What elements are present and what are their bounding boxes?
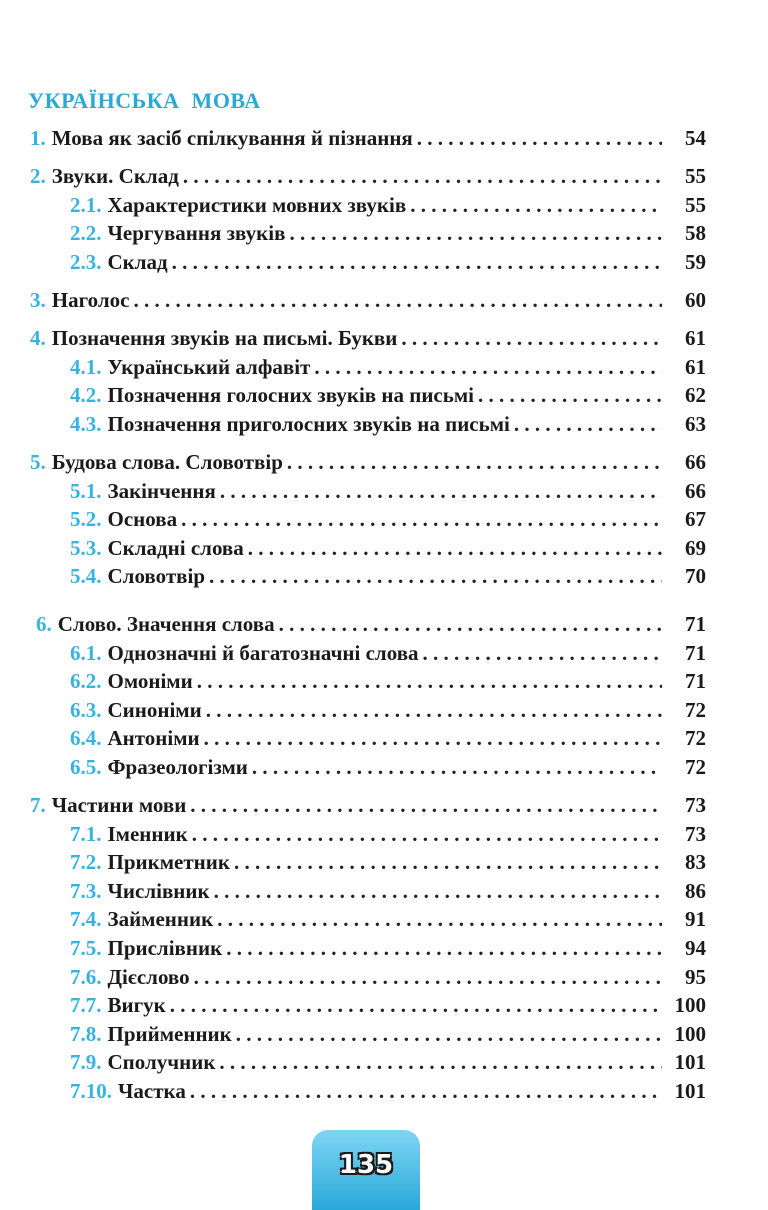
- entry-title: Антоніми: [107, 726, 200, 751]
- entry-page: 73: [685, 792, 706, 817]
- toc-subentry[interactable]: [0, 534, 706, 563]
- entry-title: Прикметник: [107, 850, 230, 875]
- entry-title: Іменник: [107, 821, 188, 846]
- entry-number: 7.5.: [70, 935, 102, 960]
- leader-dots: [423, 639, 662, 668]
- toc-subentry[interactable]: [0, 191, 706, 220]
- entry-page: 101: [674, 1078, 706, 1103]
- entry-page: 67: [685, 507, 706, 532]
- toc-subentry[interactable]: [0, 991, 706, 1020]
- entry-title: Вигук: [107, 993, 166, 1018]
- entry-number: 3.: [30, 287, 46, 312]
- leader-dots: [183, 162, 662, 191]
- entry-number: 1.: [30, 126, 46, 150]
- toc-subentry[interactable]: [0, 667, 706, 696]
- entry-title: Омоніми: [107, 669, 193, 694]
- entry-title: Прийменник: [107, 1021, 232, 1046]
- entry-page: 58: [685, 221, 706, 246]
- entry-page: 100: [674, 1021, 706, 1046]
- leader-dots: [220, 477, 662, 506]
- toc-subentry[interactable]: [0, 248, 706, 277]
- leader-dots: [410, 191, 662, 220]
- toc-subentry[interactable]: [0, 477, 706, 506]
- leader-dots: [197, 667, 662, 696]
- entry-page: 94: [685, 935, 706, 960]
- entry-title: Позначення приголосних звуків на письмі: [107, 411, 510, 436]
- entry-page: 71: [685, 611, 706, 636]
- toc-subentry[interactable]: [0, 1048, 706, 1077]
- leader-dots: [214, 877, 662, 906]
- entry-number: 6.5.: [70, 754, 102, 779]
- entry-page: 86: [685, 878, 706, 903]
- entry-title: Наголос: [51, 287, 130, 312]
- leader-dots: [217, 905, 662, 934]
- entry-page: 62: [685, 383, 706, 408]
- entry-number: 7.3.: [70, 878, 102, 903]
- entry-number: 7.4.: [70, 907, 102, 932]
- leader-dots: [206, 696, 662, 725]
- section-title: УКРАЇНСЬКА МОВА: [28, 88, 261, 113]
- entry-page: 72: [685, 726, 706, 751]
- entry-page: 69: [685, 535, 706, 560]
- toc-subentry[interactable]: [0, 639, 706, 668]
- leader-dots: [252, 753, 662, 782]
- entry-number: 5.4.: [70, 564, 102, 589]
- toc-subentry[interactable]: [0, 1020, 706, 1049]
- entry-title: Фразеологізми: [107, 754, 248, 779]
- leader-dots: [192, 820, 662, 849]
- leader-dots: [204, 724, 662, 753]
- entry-title: Однозначні й багатозначні слова: [107, 640, 419, 665]
- toc-entry[interactable]: [0, 791, 706, 820]
- entry-number: 5.2.: [70, 507, 102, 532]
- leader-dots: [514, 410, 662, 439]
- entry-page: 71: [685, 669, 706, 694]
- entry-number: 6.1.: [70, 640, 102, 665]
- entry-number: 4.: [30, 326, 46, 351]
- entry-title: Складні слова: [107, 535, 244, 560]
- leader-dots: [417, 124, 662, 153]
- entry-title: Звуки. Склад: [51, 164, 179, 189]
- entry-page: 61: [685, 326, 706, 351]
- entry-page: 83: [685, 850, 706, 875]
- entry-page: 72: [685, 754, 706, 779]
- toc-subentry[interactable]: [0, 877, 706, 906]
- entry-number: 7.8.: [70, 1021, 102, 1046]
- leader-dots: [194, 963, 662, 992]
- entry-title: Мова як засіб спілкування й пізнання: [51, 126, 413, 150]
- entry-page: 72: [685, 697, 706, 722]
- leader-dots: [133, 286, 662, 315]
- entry-number: 4.2.: [70, 383, 102, 408]
- entry-number: 7.: [30, 792, 46, 817]
- leader-dots: [226, 934, 662, 963]
- entry-page: 100: [674, 993, 706, 1018]
- toc-subentry[interactable]: [0, 848, 706, 877]
- entry-title: Числівник: [107, 878, 210, 903]
- page-number-tab: [312, 1130, 420, 1210]
- entry-number: 2.: [30, 164, 46, 189]
- toc-subentry[interactable]: [0, 381, 706, 410]
- entry-number: 6.4.: [70, 726, 102, 751]
- entry-title: Синоніми: [107, 697, 202, 722]
- leader-dots: [209, 562, 662, 591]
- toc-entry[interactable]: [0, 124, 706, 153]
- entry-page: 61: [685, 354, 706, 379]
- entry-number: 7.6.: [70, 964, 102, 989]
- entry-number: 2.3.: [70, 249, 102, 274]
- leader-dots: [190, 791, 662, 820]
- entry-page: 101: [674, 1050, 706, 1075]
- leader-dots: [314, 353, 662, 382]
- entry-number: 2.2.: [70, 221, 102, 246]
- entry-title: Слово. Значення слова: [57, 611, 275, 636]
- entry-page: 55: [685, 192, 706, 217]
- leader-dots: [287, 448, 662, 477]
- entry-title: Дієслово: [107, 964, 190, 989]
- leader-dots: [279, 610, 662, 639]
- entry-title: Будова слова. Словотвір: [51, 449, 283, 474]
- toc-subentry[interactable]: [0, 724, 706, 753]
- leader-dots: [172, 248, 662, 277]
- page-number: 135: [338, 1150, 394, 1180]
- entry-title: Прислівник: [107, 935, 223, 960]
- entry-number: 7.9.: [70, 1050, 102, 1075]
- entry-page: 63: [685, 411, 706, 436]
- entry-page: 66: [685, 449, 706, 474]
- leader-dots: [401, 324, 662, 353]
- entry-title: Чергування звуків: [107, 221, 286, 246]
- entry-title: Склад: [107, 249, 168, 274]
- toc-subentry[interactable]: [0, 505, 706, 534]
- entry-number: 6.: [36, 611, 52, 636]
- entry-title: Позначення звуків на письмі. Букви: [51, 326, 398, 351]
- entry-title: Основа: [107, 507, 178, 532]
- entry-number: 4.3.: [70, 411, 102, 436]
- toc-subentry[interactable]: [0, 696, 706, 725]
- toc-subentry[interactable]: [0, 905, 706, 934]
- leader-dots: [170, 991, 662, 1020]
- entry-page: 60: [685, 287, 706, 312]
- entry-number: 5.1.: [70, 478, 102, 503]
- toc-subentry[interactable]: [0, 934, 706, 963]
- entry-number: 7.2.: [70, 850, 102, 875]
- entry-title: Частини мови: [51, 792, 187, 817]
- entry-title: Словотвір: [107, 564, 206, 589]
- entry-page: 95: [685, 964, 706, 989]
- toc-subentry[interactable]: [0, 562, 706, 591]
- entry-number: 2.1.: [70, 192, 102, 217]
- entry-number: 5.3.: [70, 535, 102, 560]
- entry-page: 91: [685, 907, 706, 932]
- entry-page: 54: [685, 126, 706, 150]
- entry-title: Позначення голосних звуків на письмі: [107, 383, 474, 408]
- entry-title: Український алфавіт: [107, 354, 311, 379]
- toc-subentry[interactable]: [0, 963, 706, 992]
- toc-subentry[interactable]: [0, 353, 706, 382]
- toc-subentry[interactable]: [0, 820, 706, 849]
- toc-subentry[interactable]: [0, 753, 706, 782]
- table-of-contents: [0, 124, 768, 1106]
- entry-title: Сполучник: [107, 1050, 216, 1075]
- leader-dots: [181, 505, 662, 534]
- entry-page: 59: [685, 249, 706, 274]
- entry-number: 7.1.: [70, 821, 102, 846]
- leader-dots: [289, 219, 662, 248]
- entry-number: 4.1.: [70, 354, 102, 379]
- entry-page: 66: [685, 478, 706, 503]
- entry-number: 7.10.: [70, 1078, 112, 1103]
- entry-page: 71: [685, 640, 706, 665]
- entry-page: 55: [685, 164, 706, 189]
- toc-entry[interactable]: [0, 448, 706, 477]
- entry-title: Закінчення: [107, 478, 216, 503]
- entry-number: 6.2.: [70, 669, 102, 694]
- entry-page: 70: [685, 564, 706, 589]
- toc-subentry[interactable]: [0, 410, 706, 439]
- leader-dots: [190, 1077, 662, 1106]
- toc-subentry[interactable]: [0, 219, 706, 248]
- leader-dots: [219, 1048, 662, 1077]
- entry-page: 73: [685, 821, 706, 846]
- entry-number: 5.: [30, 449, 46, 474]
- entry-title: Характеристики мовних звуків: [107, 192, 407, 217]
- toc-entry[interactable]: [0, 286, 706, 315]
- leader-dots: [234, 848, 662, 877]
- entry-title: Займенник: [107, 907, 214, 932]
- toc-subentry[interactable]: [0, 1077, 706, 1106]
- entry-number: 7.7.: [70, 993, 102, 1018]
- toc-entry[interactable]: [0, 324, 706, 353]
- leader-dots: [236, 1020, 662, 1049]
- leader-dots: [478, 381, 662, 410]
- leader-dots: [248, 534, 662, 563]
- toc-entry[interactable]: [0, 610, 706, 639]
- entry-number: 6.3.: [70, 697, 102, 722]
- toc-entry[interactable]: [0, 162, 706, 191]
- entry-title: Частка: [118, 1078, 186, 1103]
